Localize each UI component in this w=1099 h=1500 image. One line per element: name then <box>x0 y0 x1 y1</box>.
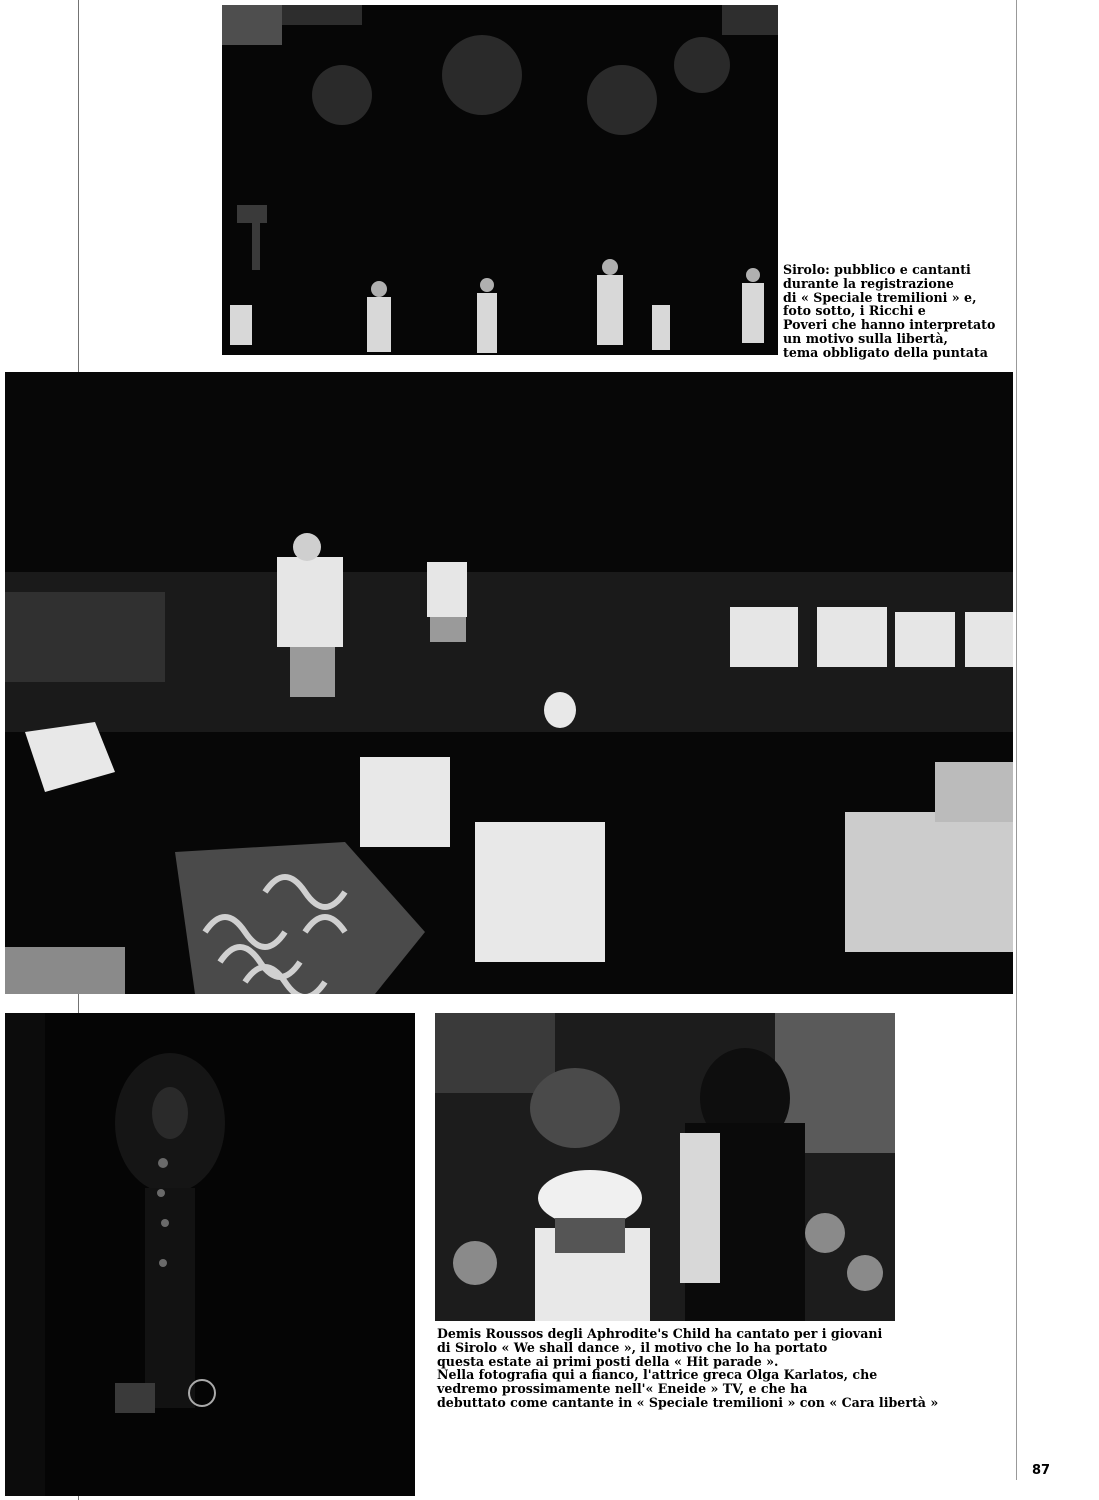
photo-olga-karlatos <box>435 1013 895 1321</box>
caption-line: Demis Roussos degli Aphrodite's Child ha cantato per i giovani <box>437 1326 883 1341</box>
caption-line: un motivo sulla libertà, <box>783 330 948 346</box>
caption-line: debuttato come cantante in « Speciale tremilioni » con « Cara libertà » <box>437 1394 939 1410</box>
page-edge-line-right <box>1016 0 1017 1480</box>
caption-line: Poveri che hanno interpretato <box>783 317 996 333</box>
caption-line: di « Speciale tremilioni » e, <box>783 289 977 305</box>
caption-line: Nella fotografia qui a fianco, l'attrice greca Olga Karlatos, che <box>437 1367 878 1383</box>
caption-line: durante la registrazione <box>783 275 954 291</box>
caption-line: vedremo prossimamente nell'« Eneide » TV, e che ha <box>437 1381 808 1397</box>
caption-line: questa estate ai primi posti della « Hit parade ». <box>437 1353 779 1369</box>
caption-line: di Sirolo « We shall dance », il motivo che lo ha portato <box>437 1339 828 1355</box>
caption-line: tema obbligato della puntata <box>783 344 988 360</box>
page-number: 87 <box>1032 1463 1051 1478</box>
photo-crowd-recording <box>222 5 778 355</box>
photo-demis-roussos <box>5 1013 415 1496</box>
photo-ricchi-e-poveri <box>5 372 1013 994</box>
caption-line: foto sotto, i Ricchi e <box>783 303 926 319</box>
caption-top-photo <box>783 263 1013 360</box>
caption-bottom-photos <box>437 1326 939 1410</box>
caption-line: Sirolo: pubblico e cantanti <box>783 262 971 277</box>
